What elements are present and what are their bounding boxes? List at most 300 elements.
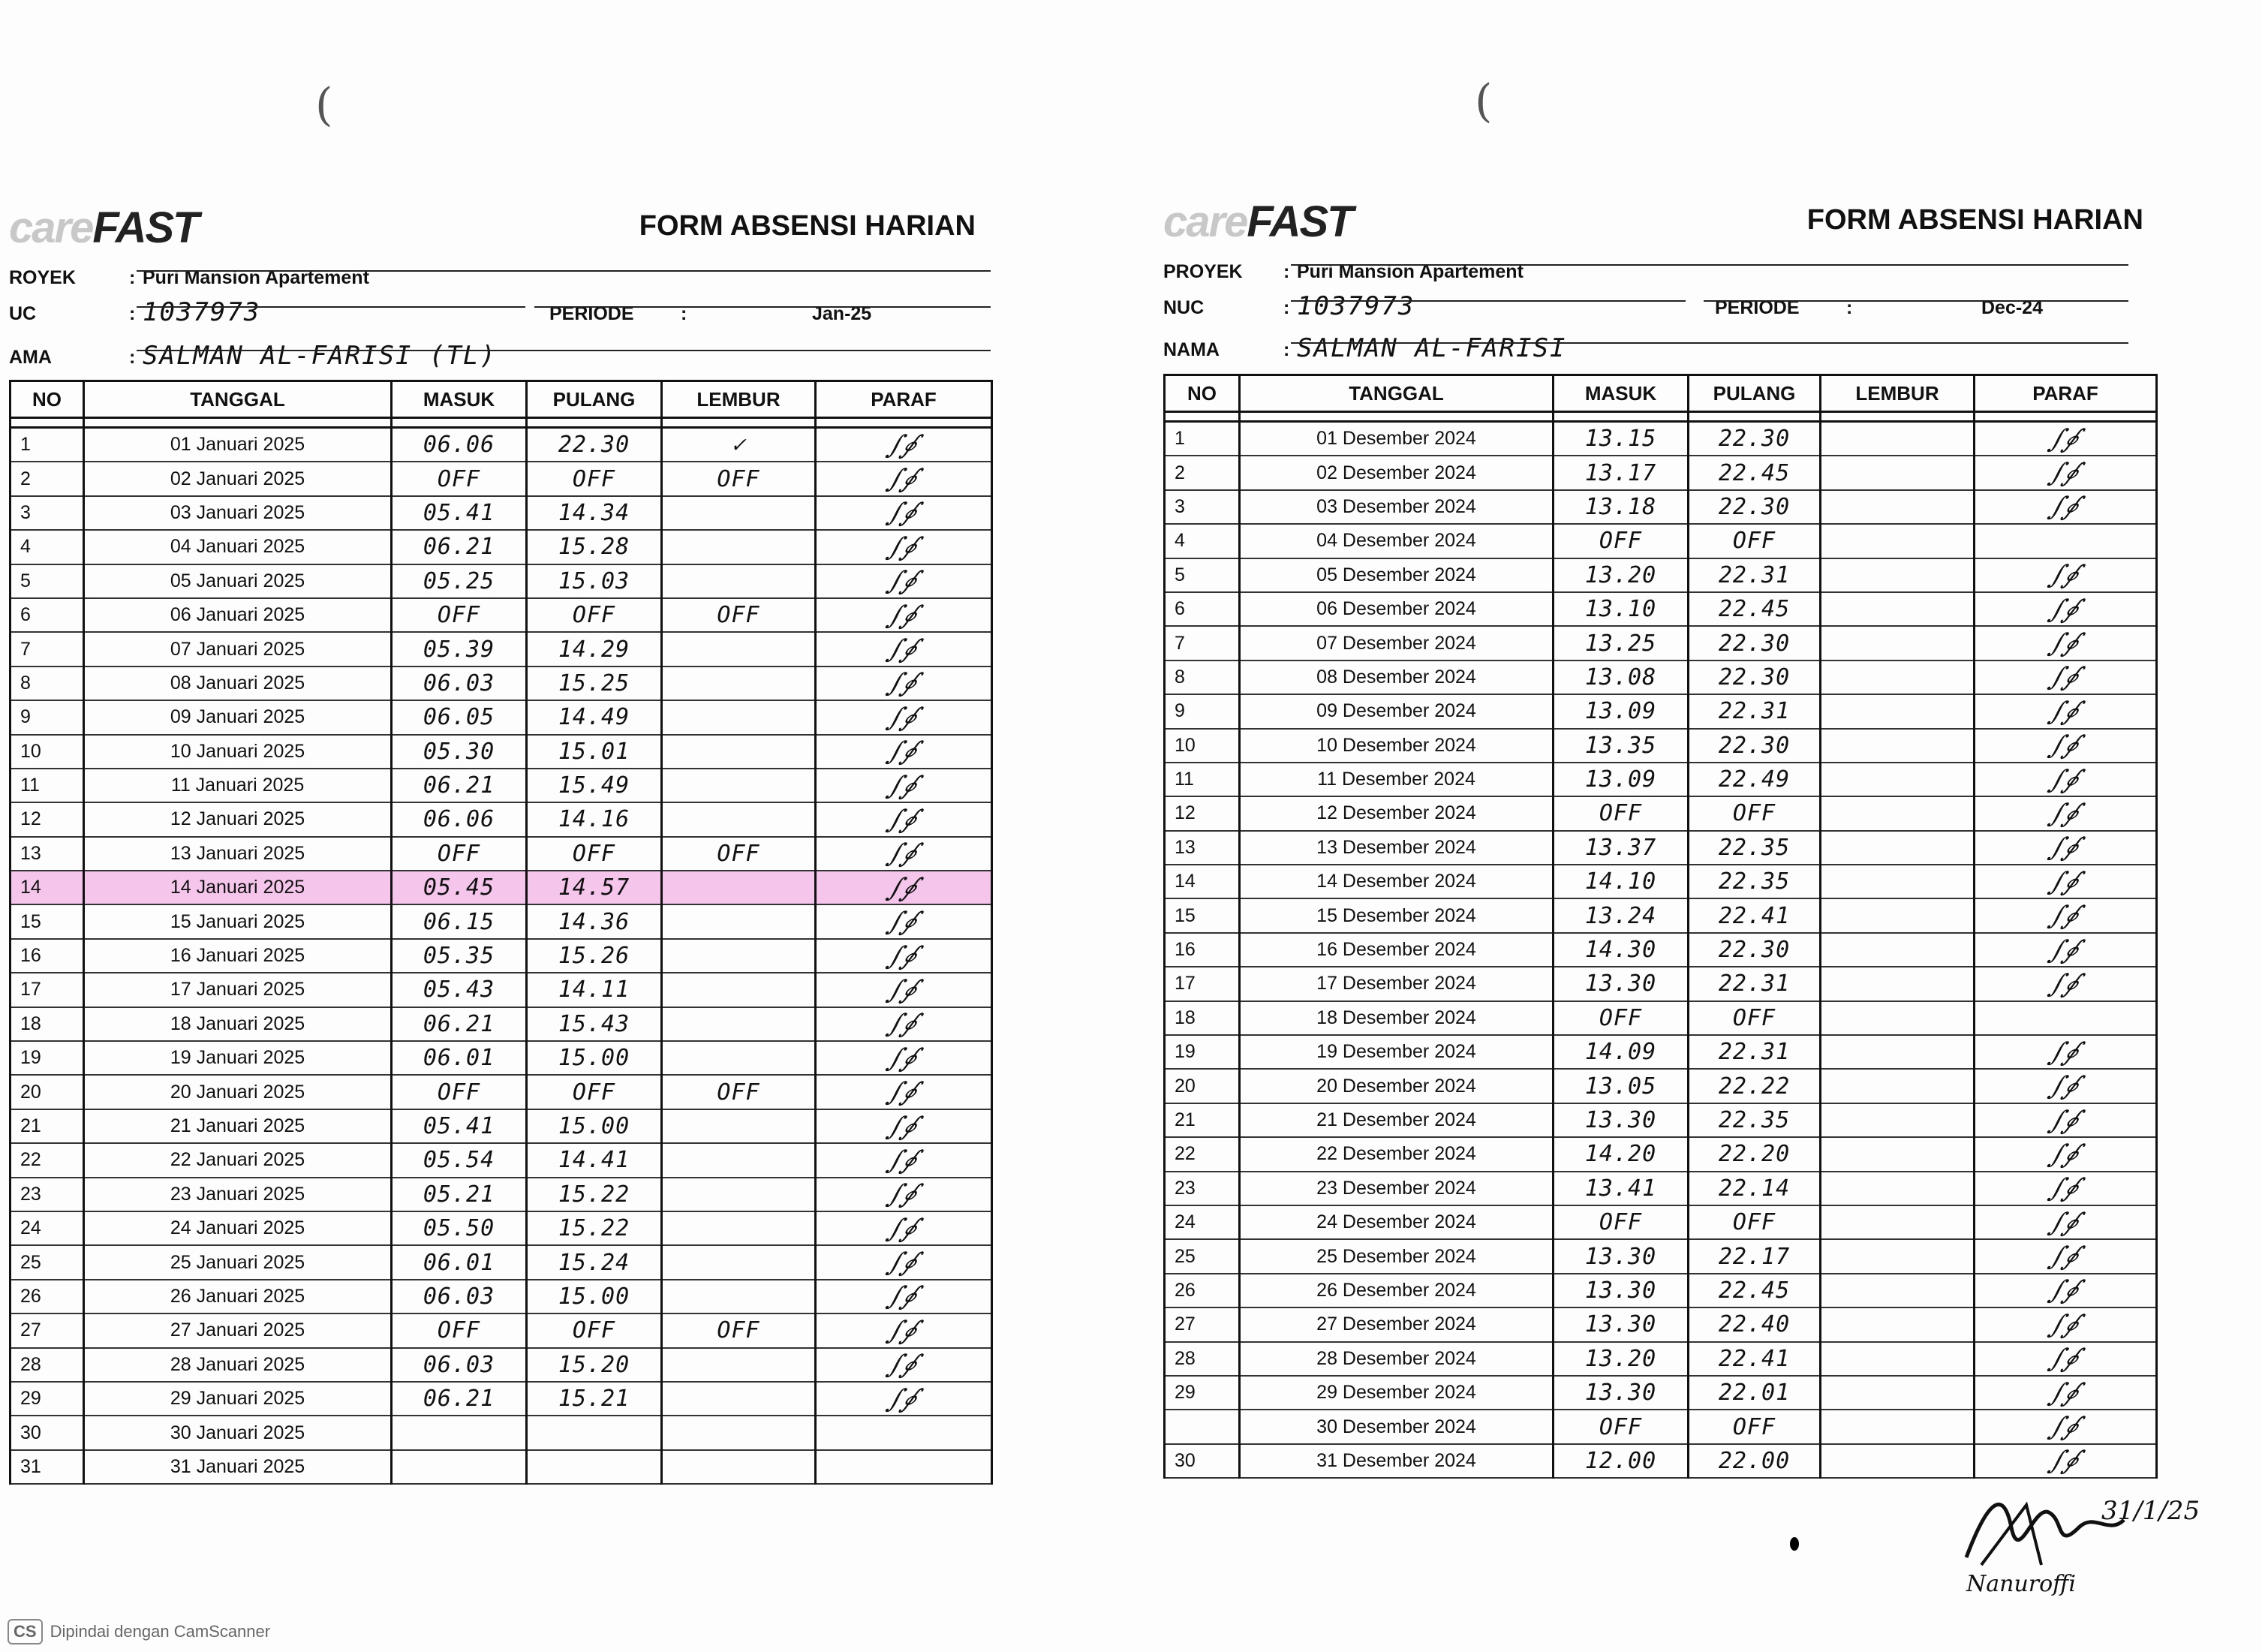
row-masuk: 13.17 (1554, 456, 1689, 489)
row-date: 26 Desember 2024 (1240, 1274, 1554, 1307)
table-row (11, 700, 992, 734)
table-row (11, 1450, 992, 1484)
row-number: 15 (11, 904, 84, 938)
table-row (1165, 1035, 2157, 1069)
table-row (11, 1007, 992, 1041)
row-number: 18 (11, 1007, 84, 1041)
row-masuk: OFF (1554, 524, 1689, 558)
table-row (11, 462, 992, 495)
table-row (11, 564, 992, 598)
paraf-signature-icon: ∫∮ (883, 1213, 925, 1244)
row-lembur: OFF (662, 1313, 816, 1347)
row-date: 17 Januari 2025 (84, 973, 392, 1007)
paraf-signature-icon: ∫∮ (2044, 458, 2086, 489)
paraf-signature-icon: ∫∮ (883, 804, 925, 835)
row-date: 02 Januari 2025 (84, 462, 392, 495)
paraf-signature-icon: ∫∮ (2044, 696, 2086, 727)
table-row (11, 1143, 992, 1177)
row-lembur (662, 1178, 816, 1211)
row-paraf (1975, 694, 2157, 728)
row-masuk: 06.06 (392, 802, 527, 836)
table-row (1165, 1172, 2157, 1205)
row-masuk: 13.09 (1554, 763, 1689, 796)
row-paraf (1975, 796, 2157, 830)
row-masuk: 06.21 (392, 769, 527, 802)
row-masuk: 06.06 (392, 428, 527, 462)
row-paraf (1975, 1205, 2157, 1239)
row-paraf (816, 1075, 992, 1109)
paraf-signature-icon: ∫∮ (883, 429, 925, 460)
row-masuk: 13.30 (1554, 1274, 1689, 1307)
row-masuk: 13.30 (1554, 967, 1689, 1001)
row-number: 11 (1165, 763, 1240, 796)
row-date: 09 Januari 2025 (84, 700, 392, 734)
table-row (11, 904, 992, 938)
row-number: 21 (1165, 1103, 1240, 1137)
table-row (1165, 1342, 2157, 1376)
row-masuk: 05.45 (392, 871, 527, 904)
row-number: 24 (11, 1211, 84, 1245)
row-number: 30 (1165, 1444, 1240, 1478)
row-lembur (1821, 1307, 1975, 1341)
row-lembur: OFF (662, 1075, 816, 1109)
row-date: 30 Desember 2024 (1240, 1410, 1554, 1443)
row-pulang: 22.40 (1689, 1307, 1821, 1341)
row-paraf (816, 1245, 992, 1279)
paraf-signature-icon: ∫∮ (883, 1350, 925, 1380)
row-date: 21 Desember 2024 (1240, 1103, 1554, 1137)
row-masuk: 13.09 (1554, 694, 1689, 728)
row-masuk: 13.24 (1554, 898, 1689, 932)
row-paraf (1975, 1239, 2157, 1273)
row-number (1165, 1410, 1240, 1443)
table-row (1165, 1376, 2157, 1410)
row-pulang: 15.03 (527, 564, 662, 598)
row-lembur (1821, 422, 1975, 456)
row-date: 19 Januari 2025 (84, 1041, 392, 1075)
paraf-signature-icon: ∫∮ (2044, 662, 2086, 693)
paraf-signature-icon: ∫∮ (2044, 1344, 2086, 1374)
row-paraf (1975, 490, 2157, 524)
row-paraf (816, 530, 992, 564)
row-number: 16 (1165, 933, 1240, 967)
row-number: 15 (1165, 898, 1240, 932)
row-pulang: 22.30 (1689, 660, 1821, 694)
row-pulang: 14.57 (527, 871, 662, 904)
row-date: 29 Desember 2024 (1240, 1376, 1554, 1410)
table-row (11, 1075, 992, 1109)
row-paraf (816, 1280, 992, 1313)
row-number: 7 (11, 632, 84, 666)
table-row (11, 632, 992, 666)
row-number: 6 (1165, 592, 1240, 626)
row-paraf (816, 1382, 992, 1416)
row-lembur (1821, 1274, 1975, 1307)
paraf-signature-icon: ∫∮ (2044, 492, 2086, 522)
row-lembur: OFF (662, 598, 816, 632)
table-row (11, 1211, 992, 1245)
table-row (11, 1313, 992, 1347)
paraf-signature-icon: ∫∮ (883, 907, 925, 937)
paraf-signature-icon: ∫∮ (2044, 866, 2086, 897)
row-masuk: OFF (392, 1313, 527, 1347)
row-paraf (1975, 763, 2157, 796)
table-row (1165, 1205, 2157, 1239)
row-masuk: 05.41 (392, 496, 527, 530)
row-date: 28 Desember 2024 (1240, 1342, 1554, 1376)
row-date: 13 Desember 2024 (1240, 831, 1554, 865)
row-paraf (1975, 831, 2157, 865)
table-row (11, 1416, 992, 1449)
row-paraf (816, 428, 992, 462)
row-pulang: 15.24 (527, 1245, 662, 1279)
paraf-signature-icon: ∫∮ (2044, 764, 2086, 795)
row-lembur (662, 1280, 816, 1313)
row-paraf (1975, 967, 2157, 1001)
row-number: 22 (11, 1143, 84, 1177)
row-lembur (1821, 933, 1975, 967)
row-lembur (1821, 1410, 1975, 1443)
row-number: 17 (1165, 967, 1240, 1001)
row-pulang: 22.41 (1689, 1342, 1821, 1376)
row-number: 9 (1165, 694, 1240, 728)
row-date: 06 Desember 2024 (1240, 592, 1554, 626)
row-paraf (1975, 422, 2157, 456)
table-row (11, 939, 992, 973)
row-pulang: 22.01 (1689, 1376, 1821, 1410)
row-number: 27 (11, 1313, 84, 1347)
row-date: 18 Desember 2024 (1240, 1001, 1554, 1035)
row-masuk: 13.18 (1554, 490, 1689, 524)
row-lembur (662, 1143, 816, 1177)
row-masuk: 14.10 (1554, 865, 1689, 898)
row-number: 11 (11, 769, 84, 802)
row-number: 23 (11, 1178, 84, 1211)
row-lembur (1821, 558, 1975, 592)
row-date: 15 Desember 2024 (1240, 898, 1554, 932)
paraf-signature-icon: ∫∮ (2044, 628, 2086, 659)
row-pulang: 22.17 (1689, 1239, 1821, 1273)
row-masuk: 13.30 (1554, 1307, 1689, 1341)
row-pulang: 14.41 (527, 1143, 662, 1177)
row-masuk: 13.37 (1554, 831, 1689, 865)
row-number: 28 (11, 1348, 84, 1382)
periode-label: PERIODE (549, 303, 634, 324)
row-lembur (662, 667, 816, 700)
row-pulang: 15.20 (527, 1348, 662, 1382)
row-paraf (1975, 456, 2157, 489)
row-pulang: OFF (527, 1075, 662, 1109)
row-date: 22 Desember 2024 (1240, 1137, 1554, 1171)
row-masuk: 13.05 (1554, 1069, 1689, 1103)
row-masuk: 05.54 (392, 1143, 527, 1177)
row-lembur (662, 1245, 816, 1279)
row-number: 3 (11, 496, 84, 530)
row-pulang: 22.30 (1689, 626, 1821, 660)
row-paraf (816, 939, 992, 973)
row-date: 14 Desember 2024 (1240, 865, 1554, 898)
row-number: 14 (11, 871, 84, 904)
row-number: 4 (1165, 524, 1240, 558)
row-pulang: 15.43 (527, 1007, 662, 1041)
table-row (1165, 796, 2157, 830)
row-pulang: 22.30 (1689, 933, 1821, 967)
row-paraf (816, 871, 992, 904)
row-paraf (816, 564, 992, 598)
row-pulang: 15.22 (527, 1211, 662, 1245)
proyek-value: Puri Mansion Apartement (143, 267, 369, 288)
paraf-signature-icon: ∫∮ (883, 668, 925, 699)
row-lembur (662, 1211, 816, 1245)
row-masuk: 14.30 (1554, 933, 1689, 967)
row-pulang: 22.00 (1689, 1444, 1821, 1478)
paraf-signature-icon: ∫∮ (2044, 832, 2086, 863)
table-row (1165, 456, 2157, 489)
row-masuk: 05.39 (392, 632, 527, 666)
row-number: 26 (1165, 1274, 1240, 1307)
table-row (1165, 865, 2157, 898)
row-number: 17 (11, 973, 84, 1007)
table-row (1165, 524, 2157, 558)
row-pulang: 22.14 (1689, 1172, 1821, 1205)
table-row (11, 769, 992, 802)
row-number: 10 (11, 735, 84, 769)
paraf-signature-icon: ∫∮ (883, 940, 925, 971)
row-number: 5 (11, 564, 84, 598)
row-number: 30 (11, 1416, 84, 1449)
paraf-signature-icon: ∫∮ (2044, 1412, 2086, 1443)
row-date: 11 Desember 2024 (1240, 763, 1554, 796)
row-number: 26 (11, 1280, 84, 1313)
table-row (1165, 729, 2157, 763)
row-date: 14 Januari 2025 (84, 871, 392, 904)
table-row (11, 598, 992, 632)
paraf-signature-icon: ∫∮ (2044, 1309, 2086, 1340)
row-pulang: 15.28 (527, 530, 662, 564)
paraf-signature-icon: ∫∮ (2044, 1071, 2086, 1102)
supervisor-signature (1959, 1482, 2206, 1602)
row-masuk: 06.01 (392, 1041, 527, 1075)
row-lembur (1821, 660, 1975, 694)
paraf-signature-icon: ∫∮ (2044, 1173, 2086, 1204)
row-date: 04 Desember 2024 (1240, 524, 1554, 558)
row-pulang (527, 1416, 662, 1449)
row-number: 4 (11, 530, 84, 564)
table-row (1165, 490, 2157, 524)
row-masuk: 13.20 (1554, 1342, 1689, 1376)
row-lembur (662, 973, 816, 1007)
row-paraf (816, 496, 992, 530)
attendance-table (9, 380, 993, 1485)
paraf-signature-icon: ∫∮ (2044, 594, 2086, 624)
table-row (1165, 422, 2157, 456)
table-row (11, 837, 992, 871)
row-masuk: 06.21 (392, 1007, 527, 1041)
row-paraf (816, 1211, 992, 1245)
row-paraf (816, 1007, 992, 1041)
table-row (11, 871, 992, 904)
row-pulang: 15.00 (527, 1109, 662, 1143)
paraf-signature-icon: ∫∮ (2044, 1275, 2086, 1306)
row-number: 19 (11, 1041, 84, 1075)
paraf-signature-icon: ∫∮ (883, 566, 925, 597)
row-number: 6 (11, 598, 84, 632)
row-masuk (392, 1450, 527, 1484)
row-date: 01 Desember 2024 (1240, 422, 1554, 456)
row-masuk: 06.21 (392, 530, 527, 564)
row-lembur (1821, 694, 1975, 728)
row-date: 18 Januari 2025 (84, 1007, 392, 1041)
row-masuk: 13.30 (1554, 1376, 1689, 1410)
paraf-signature-icon: ∫∮ (883, 838, 925, 869)
signature-name: Nanuroffi (1966, 1571, 2077, 1597)
row-date: 22 Januari 2025 (84, 1143, 392, 1177)
form-title: FORM ABSENSI HARIAN (1806, 204, 2143, 236)
row-pulang: 15.22 (527, 1178, 662, 1211)
table-row (11, 802, 992, 836)
row-paraf (816, 1143, 992, 1177)
row-masuk: 14.09 (1554, 1035, 1689, 1069)
row-masuk: 13.25 (1554, 626, 1689, 660)
paraf-signature-icon: ∫∮ (883, 1281, 925, 1312)
row-masuk: 13.08 (1554, 660, 1689, 694)
row-number: 31 (11, 1450, 84, 1484)
row-pulang: 14.49 (527, 700, 662, 734)
row-masuk: 06.05 (392, 700, 527, 734)
paraf-signature-icon: ∫∮ (2044, 1105, 2086, 1136)
row-paraf (1975, 1103, 2157, 1137)
row-paraf (1975, 1274, 2157, 1307)
row-pulang: 22.31 (1689, 694, 1821, 728)
row-masuk: 13.10 (1554, 592, 1689, 626)
row-date: 01 Januari 2025 (84, 428, 392, 462)
row-lembur (1821, 1069, 1975, 1103)
table-row (1165, 592, 2157, 626)
table-row (1165, 1103, 2157, 1137)
table-header: NO TANGGAL MASUK PULANG LEMBUR PARAF (1165, 375, 2157, 412)
row-number: 9 (11, 700, 84, 734)
row-date: 12 Desember 2024 (1240, 796, 1554, 830)
row-pulang: 22.45 (1689, 1274, 1821, 1307)
row-pulang: 22.22 (1689, 1069, 1821, 1103)
row-date: 25 Januari 2025 (84, 1245, 392, 1279)
row-lembur (1821, 865, 1975, 898)
row-masuk: OFF (392, 598, 527, 632)
paraf-signature-icon: ∫∮ (883, 1247, 925, 1278)
paraf-signature-icon: ∫∮ (883, 634, 925, 665)
row-paraf (1975, 1172, 2157, 1205)
paraf-signature-icon: ∫∮ (2044, 1377, 2086, 1408)
row-paraf (816, 973, 992, 1007)
row-date: 16 Januari 2025 (84, 939, 392, 973)
paraf-signature-icon: ∫∮ (883, 600, 925, 630)
periode-label: PERIODE (1715, 297, 1800, 318)
row-masuk: 14.20 (1554, 1137, 1689, 1171)
row-paraf (1975, 933, 2157, 967)
row-pulang: 14.29 (527, 632, 662, 666)
row-number: 2 (11, 462, 84, 495)
row-lembur (662, 1382, 816, 1416)
paraf-signature-icon: ∫∮ (2044, 1139, 2086, 1169)
row-date: 11 Januari 2025 (84, 769, 392, 802)
row-date: 10 Januari 2025 (84, 735, 392, 769)
row-masuk: 05.41 (392, 1109, 527, 1143)
row-lembur (662, 769, 816, 802)
row-paraf (816, 598, 992, 632)
row-paraf (1975, 729, 2157, 763)
row-pulang: OFF (1689, 1410, 1821, 1443)
row-date: 29 Januari 2025 (84, 1382, 392, 1416)
row-pulang: 22.31 (1689, 558, 1821, 592)
row-lembur (1821, 1342, 1975, 1376)
paraf-signature-icon: ∫∮ (2044, 1446, 2086, 1476)
row-paraf (816, 735, 992, 769)
paraf-signature-icon: ∫∮ (883, 1111, 925, 1142)
row-lembur (1821, 592, 1975, 626)
row-pulang: 22.30 (1689, 422, 1821, 456)
row-number: 20 (11, 1075, 84, 1109)
row-paraf (1975, 1342, 2157, 1376)
paraf-signature-icon: ∫∮ (883, 1043, 925, 1073)
paraf-signature-icon: ∫∮ (883, 1179, 925, 1210)
row-lembur (1821, 1376, 1975, 1410)
row-lembur (1821, 1444, 1975, 1478)
row-lembur (1821, 967, 1975, 1001)
row-pulang: 15.25 (527, 667, 662, 700)
row-date: 19 Desember 2024 (1240, 1035, 1554, 1069)
ink-dot (1790, 1537, 1799, 1551)
row-paraf (1975, 660, 2157, 694)
nama-value: SALMAN AL-FARISI (TL) (143, 341, 497, 371)
table-row (1165, 1137, 2157, 1171)
table-row (1165, 763, 2157, 796)
row-lembur (1821, 524, 1975, 558)
row-masuk: OFF (1554, 1205, 1689, 1239)
table-row (1165, 967, 2157, 1001)
row-date: 31 Desember 2024 (1240, 1444, 1554, 1478)
row-lembur (1821, 490, 1975, 524)
row-lembur: ✓ (662, 428, 816, 462)
row-pulang: 14.16 (527, 802, 662, 836)
row-pulang: OFF (527, 837, 662, 871)
row-paraf (1975, 592, 2157, 626)
row-paraf (816, 802, 992, 836)
row-paraf (816, 1416, 992, 1449)
row-pulang: OFF (527, 462, 662, 495)
row-masuk: 13.41 (1554, 1172, 1689, 1205)
row-date: 08 Januari 2025 (84, 667, 392, 700)
row-date: 20 Desember 2024 (1240, 1069, 1554, 1103)
row-lembur (662, 1348, 816, 1382)
row-number: 13 (11, 837, 84, 871)
paraf-signature-icon: ∫∮ (2044, 968, 2086, 999)
row-pulang: 22.35 (1689, 831, 1821, 865)
table-row (11, 973, 992, 1007)
row-masuk: 06.01 (392, 1245, 527, 1279)
row-date: 24 Desember 2024 (1240, 1205, 1554, 1239)
row-date: 20 Januari 2025 (84, 1075, 392, 1109)
row-paraf (816, 1313, 992, 1347)
row-date: 05 Desember 2024 (1240, 558, 1554, 592)
row-number: 1 (1165, 422, 1240, 456)
row-date: 02 Desember 2024 (1240, 456, 1554, 489)
row-lembur (662, 632, 816, 666)
row-lembur (1821, 898, 1975, 932)
row-paraf (816, 769, 992, 802)
row-pulang: 15.00 (527, 1041, 662, 1075)
camscanner-footer: CS Dipindai dengan CamScanner (8, 1619, 270, 1644)
row-pulang: 15.26 (527, 939, 662, 973)
